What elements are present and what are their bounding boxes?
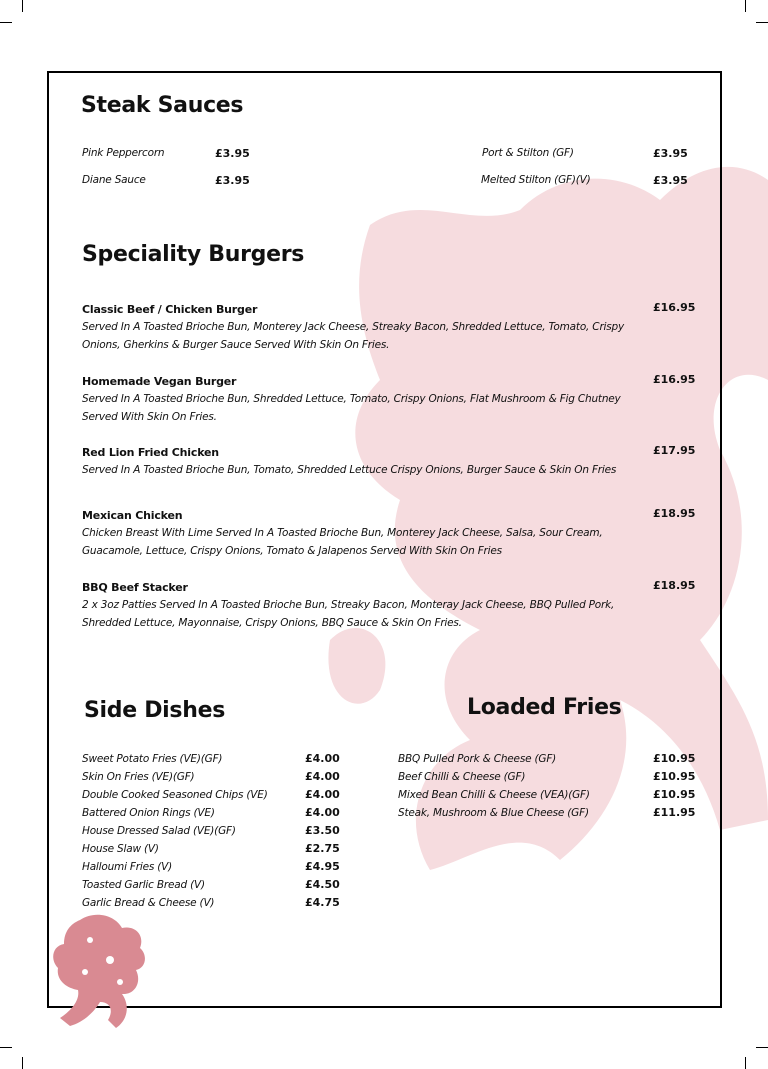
burger-description: Served In A Toasted Brioche Bun, Monterey Jack Cheese, Streaky Bacon, Shredded Lettuce, Tomato, Crispy Onions, Gherkins & Burger Sauce Served With Skin On Fries.: [82, 321, 625, 351]
burger-name: Classic Beef / Chicken Burger: [82, 303, 258, 316]
side-dish-name: Battered Onion Rings (VE): [82, 807, 215, 819]
burger-description: Served In A Toasted Brioche Bun, Tomato, Shredded Lettuce Crispy Onions, Burger Sauce & Skin On Fries: [82, 464, 617, 476]
burger-item: [82, 444, 702, 479]
burger-name: Homemade Vegan Burger: [82, 375, 237, 388]
side-dish-name: Double Cooked Seasoned Chips (VE): [82, 789, 268, 801]
loaded-fries-price: £11.95: [653, 806, 696, 819]
sauce-price: £3.95: [215, 174, 250, 187]
side-dish-price: £4.00: [305, 752, 340, 765]
loaded-fries-name: BBQ Pulled Pork & Cheese (GF): [398, 753, 557, 765]
burger-price: £16.95: [653, 301, 696, 314]
burger-item: [82, 507, 702, 560]
burger-name: Red Lion Fried Chicken: [82, 446, 219, 459]
burger-price: £18.95: [653, 507, 696, 520]
burger-price: £17.95: [653, 444, 696, 457]
sauce-name: Pink Peppercorn: [82, 147, 165, 159]
loaded-fries-name: Beef Chilli & Cheese (GF): [398, 771, 526, 783]
loaded-fries-name: Mixed Bean Chilli & Cheese (VEA)(GF): [398, 789, 590, 801]
burger-name: Mexican Chicken: [82, 509, 183, 522]
section-title-side-dishes: Side Dishes: [84, 698, 225, 723]
burger-description: 2 x 3oz Patties Served In A Toasted Brioche Bun, Streaky Bacon, Monteray Jack Cheese, BBQ Pulled Pork, Shredded Lettuce, Mayonnaise, Crispy Onions, BBQ Sauce & Skin On Fries.: [82, 599, 615, 629]
sauce-price: £3.95: [653, 174, 688, 187]
side-dish-price: £4.50: [305, 878, 340, 891]
red-lion-logo-icon: [50, 910, 155, 1032]
burger-item: [82, 373, 702, 426]
side-dish-price: £4.00: [305, 806, 340, 819]
burger-description: Served In A Toasted Brioche Bun, Shredded Lettuce, Tomato, Crispy Onions, Flat Mushroom & Fig Chutney Served With Skin On Fries.: [82, 393, 621, 423]
burger-name: BBQ Beef Stacker: [82, 581, 188, 594]
burger-price: £18.95: [653, 579, 696, 592]
burger-price: £16.95: [653, 373, 696, 386]
sauce-price: £3.95: [215, 147, 250, 160]
loaded-fries-price: £10.95: [653, 752, 696, 765]
side-dish-price: £3.50: [305, 824, 340, 837]
sauce-name: Port & Stilton (GF): [482, 147, 574, 159]
side-dish-price: £4.95: [305, 860, 340, 873]
section-title-burgers: Speciality Burgers: [82, 242, 305, 267]
side-dish-name: Skin On Fries (VE)(GF): [82, 771, 195, 783]
loaded-fries-name: Steak, Mushroom & Blue Cheese (GF): [398, 807, 589, 819]
burger-description: Chicken Breast With Lime Served In A Toasted Brioche Bun, Monterey Jack Cheese, Salsa, Sour Cream, Guacamole, Lettuce, Crispy Onions, Tomato & Jalapenos Served With Skin On Fries: [82, 527, 603, 557]
side-dish-name: Toasted Garlic Bread (V): [82, 879, 205, 891]
burger-item: [82, 579, 702, 632]
side-dish-name: Sweet Potato Fries (VE)(GF): [82, 753, 223, 765]
loaded-fries-price: £10.95: [653, 788, 696, 801]
sauce-name: Melted Stilton (GF)(V): [481, 174, 591, 186]
side-dish-name: Garlic Bread & Cheese (V): [82, 897, 215, 909]
side-dish-price: £4.00: [305, 788, 340, 801]
side-dish-name: Halloumi Fries (V): [82, 861, 173, 873]
loaded-fries-price: £10.95: [653, 770, 696, 783]
side-dish-price: £2.75: [305, 842, 340, 855]
side-dish-name: House Slaw (V): [82, 843, 159, 855]
section-title-steak-sauces: Steak Sauces: [81, 93, 244, 118]
sauce-price: £3.95: [653, 147, 688, 160]
sauce-name: Diane Sauce: [82, 174, 146, 186]
burger-item: [82, 301, 702, 354]
side-dish-price: £4.75: [305, 896, 340, 909]
section-title-loaded-fries: Loaded Fries: [467, 695, 622, 720]
side-dish-price: £4.00: [305, 770, 340, 783]
side-dish-name: House Dressed Salad (VE)(GF): [82, 825, 236, 837]
